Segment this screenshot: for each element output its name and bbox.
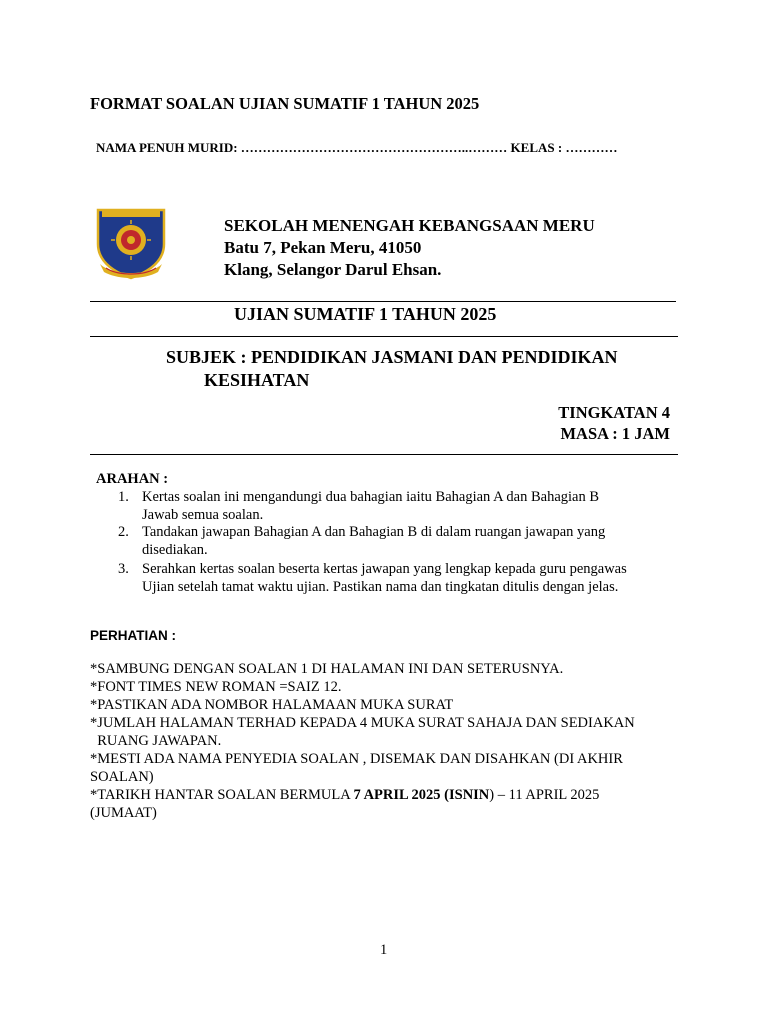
attention-note: *PASTIKAN ADA NOMBOR HALAMAAN MUKA SURAT <box>90 697 454 713</box>
divider <box>90 301 676 302</box>
date-start: 7 APRIL 2025 (ISNIN <box>353 787 490 803</box>
subject-line-1: SUBJEK : PENDIDIKAN JASMANI DAN PENDIDIKAN <box>166 347 618 367</box>
attention-heading: PERHATIAN : <box>90 628 176 643</box>
form-level: TINGKATAN 4 <box>558 403 670 422</box>
item-text: disediakan. <box>142 541 208 558</box>
school-name: SEKOLAH MENENGAH KEBANGSAAN MERU <box>224 216 595 235</box>
submission-date-note <box>90 786 599 804</box>
date-suffix: ) – 11 APRIL 2025 <box>489 787 600 803</box>
school-address-2: Klang, Selangor Darul Ehsan. <box>224 260 442 279</box>
student-name-line: NAMA PENUH MURID: ……………………………………………..……… KELAS : ………… <box>96 140 618 155</box>
exam-duration: MASA : 1 JAM <box>560 424 670 443</box>
date-prefix: *TARIKH HANTAR SOALAN BERMULA <box>90 787 354 803</box>
item-text: Ujian setelah tamat waktu ujian. Pastikan nama dan tingkatan ditulis dengan jelas. <box>142 578 619 595</box>
item-number: 3. <box>118 561 129 577</box>
attention-note: *SAMBUNG DENGAN SOALAN 1 DI HALAMAN INI DAN SETERUSNYA. <box>90 661 564 677</box>
attention-note: *FONT TIMES NEW ROMAN =SAIZ 12. <box>90 679 342 695</box>
divider <box>90 336 678 337</box>
divider <box>90 454 678 455</box>
item-text: Jawab semua soalan. <box>142 506 264 523</box>
item-number: 1. <box>118 489 129 505</box>
attention-note: SOALAN) <box>90 769 154 785</box>
attention-note: RUANG JAWAPAN. <box>90 733 222 749</box>
attention-note: (JUMAAT) <box>90 805 157 821</box>
school-crest-icon <box>92 206 170 280</box>
item-text: Kertas soalan ini mengandungi dua bahagian iaitu Bahagian A dan Bahagian B <box>142 489 600 505</box>
page-number: 1 <box>380 942 388 958</box>
attention-note: *JUMLAH HALAMAN TERHAD KEPADA 4 MUKA SURAT SAHAJA DAN SEDIAKAN <box>90 715 635 731</box>
school-address-1: Batu 7, Pekan Meru, 41050 <box>224 238 422 257</box>
item-number: 2. <box>118 524 129 540</box>
item-text: Serahkan kertas soalan beserta kertas jawapan yang lengkap kepada guru pengawas <box>142 561 627 577</box>
subject-line-2: KESIHATAN <box>204 370 310 390</box>
instructions-heading: ARAHAN : <box>96 471 169 487</box>
exam-title: UJIAN SUMATIF 1 TAHUN 2025 <box>234 304 497 324</box>
item-text: Tandakan jawapan Bahagian A dan Bahagian B di dalam ruangan jawapan yang <box>142 524 606 540</box>
format-title: FORMAT SOALAN UJIAN SUMATIF 1 TAHUN 2025 <box>90 94 480 113</box>
attention-note: *MESTI ADA NAMA PENYEDIA SOALAN , DISEMAK DAN DISAHKAN (DI AKHIR <box>90 751 623 767</box>
